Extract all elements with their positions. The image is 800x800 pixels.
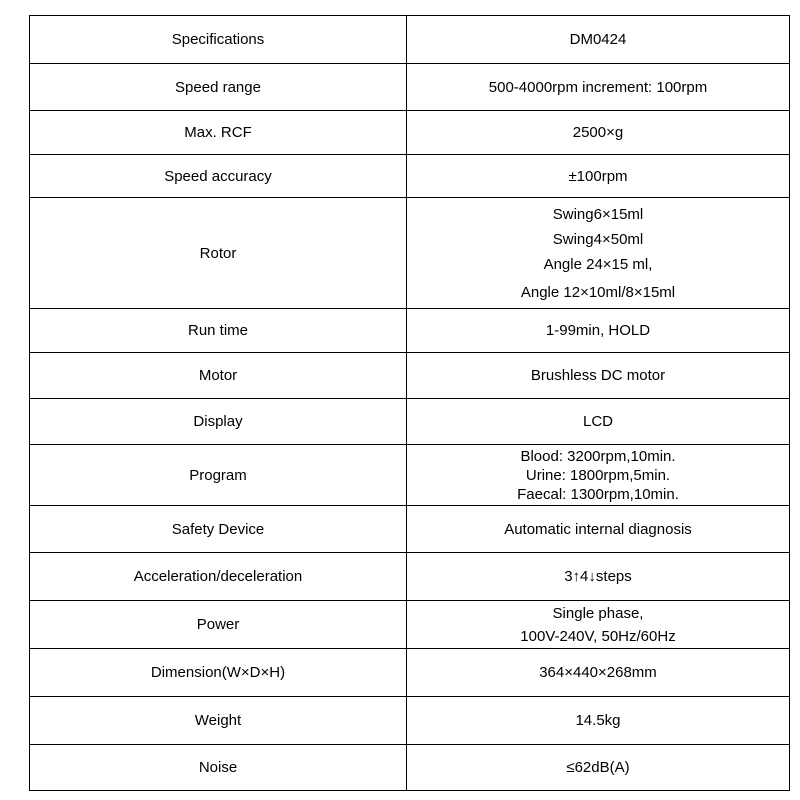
row-label: Run time xyxy=(30,309,407,353)
table-row xyxy=(30,697,790,745)
row-value: Brushless DC motor xyxy=(407,353,790,399)
row-value: ≤62dB(A) xyxy=(407,745,790,791)
table-row xyxy=(30,445,790,506)
row-value-multiline xyxy=(407,198,790,309)
row-value: ±100rpm xyxy=(407,155,790,198)
row-label: Safety Device xyxy=(30,506,407,553)
table-row xyxy=(30,309,790,353)
table-row xyxy=(30,399,790,445)
row-value-multiline xyxy=(407,601,790,649)
table-row xyxy=(30,353,790,399)
row-value: Automatic internal diagnosis xyxy=(407,506,790,553)
row-label: Acceleration/deceleration xyxy=(30,553,407,601)
value-line: Single phase, xyxy=(552,604,644,622)
value-line: Urine: 1800rpm,5min. xyxy=(525,466,671,484)
table-row xyxy=(30,111,790,155)
row-value: 2500×g xyxy=(407,111,790,155)
table-row xyxy=(30,601,790,649)
row-value: LCD xyxy=(407,399,790,445)
table-row xyxy=(30,745,790,791)
row-label: Program xyxy=(30,445,407,506)
specifications-table xyxy=(29,15,790,791)
table-row xyxy=(30,506,790,553)
table-row xyxy=(30,64,790,111)
header-label-cell: Specifications xyxy=(30,16,407,64)
row-value: 500-4000rpm increment: 100rpm xyxy=(407,64,790,111)
row-label: Dimension(W×D×H) xyxy=(30,649,407,697)
table-header-row xyxy=(30,16,790,64)
row-label: Rotor xyxy=(30,198,407,309)
value-line: Angle 24×15 ml, xyxy=(543,255,653,273)
row-label: Noise xyxy=(30,745,407,791)
value-line: Swing6×15ml xyxy=(552,205,644,223)
row-value: 14.5kg xyxy=(407,697,790,745)
header-model-cell: DM0424 xyxy=(407,16,790,64)
row-label: Weight xyxy=(30,697,407,745)
table-row xyxy=(30,649,790,697)
value-line: Blood: 3200rpm,10min. xyxy=(520,447,676,465)
row-value: 364×440×268mm xyxy=(407,649,790,697)
row-label: Display xyxy=(30,399,407,445)
value-line: Swing4×50ml xyxy=(552,230,644,248)
row-label: Power xyxy=(30,601,407,649)
value-line: Faecal: 1300rpm,10min. xyxy=(517,485,679,503)
table-row xyxy=(30,553,790,601)
row-label: Max. RCF xyxy=(30,111,407,155)
table-row xyxy=(30,155,790,198)
row-label: Speed accuracy xyxy=(30,155,407,198)
table-row xyxy=(30,198,790,309)
value-line: 100V-240V, 50Hz/60Hz xyxy=(520,627,676,645)
value-line: Angle 12×10ml/8×15ml xyxy=(520,283,676,301)
row-value-multiline xyxy=(407,445,790,506)
row-value: 1-99min, HOLD xyxy=(407,309,790,353)
row-label: Motor xyxy=(30,353,407,399)
row-value: 3↑4↓steps xyxy=(407,553,790,601)
row-label: Speed range xyxy=(30,64,407,111)
